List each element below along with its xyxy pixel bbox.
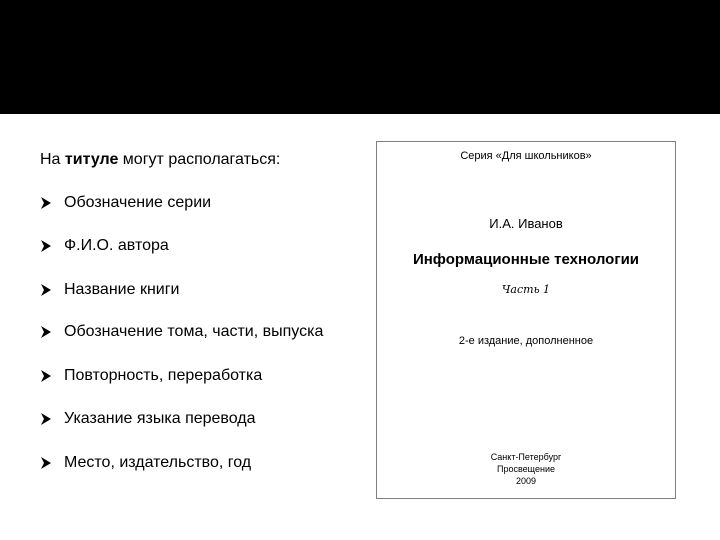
arrowhead-bullet-icon xyxy=(40,196,52,210)
arrowhead-bullet-icon xyxy=(40,369,52,383)
title-page-city: Санкт-Петербург xyxy=(490,452,562,462)
bullet-item-series xyxy=(40,191,211,215)
bullet-label: Обозначение серии xyxy=(64,194,212,211)
title-page-sample xyxy=(376,141,676,499)
arrowhead-bullet-icon xyxy=(40,412,52,426)
bullet-item-revision xyxy=(40,364,262,388)
intro-emphasis: титуле xyxy=(64,151,119,168)
top-black-band xyxy=(0,0,720,114)
bullet-label: Название книги xyxy=(64,281,180,298)
bullet-label: Ф.И.О. автора xyxy=(64,237,169,254)
bullet-label: Указание языка перевода xyxy=(64,410,256,427)
bullet-item-author xyxy=(40,234,169,258)
title-page-series: Серия «Для школьников» xyxy=(460,150,592,162)
arrowhead-bullet-icon xyxy=(40,239,52,253)
title-page-publisher: Просвещение xyxy=(497,464,555,474)
intro-after: могут располагаться: xyxy=(118,151,281,168)
bullet-item-translation xyxy=(40,407,256,431)
title-page-imprint xyxy=(377,451,675,487)
arrowhead-bullet-icon xyxy=(40,325,52,339)
intro-before: На xyxy=(40,151,65,168)
intro-heading xyxy=(40,150,280,170)
bullet-item-book-title xyxy=(40,278,180,302)
title-page-edition: 2-е издание, дополненное xyxy=(458,335,594,347)
arrowhead-bullet-icon xyxy=(40,283,52,297)
bullet-item-volume xyxy=(40,320,323,344)
title-page-author: И.А. Иванов xyxy=(489,216,563,231)
title-page-year: 2009 xyxy=(515,476,537,486)
title-page-part: Часть 1 xyxy=(501,283,551,296)
bullet-label: Повторность, переработка xyxy=(64,367,263,384)
bullet-label: Место, издательство, год xyxy=(64,454,252,471)
arrowhead-bullet-icon xyxy=(40,456,52,470)
title-page-book-title: Информационные технологии xyxy=(412,251,640,268)
bullet-item-imprint xyxy=(40,451,251,475)
bullet-label: Обозначение тома, части, выпуска xyxy=(64,323,324,340)
